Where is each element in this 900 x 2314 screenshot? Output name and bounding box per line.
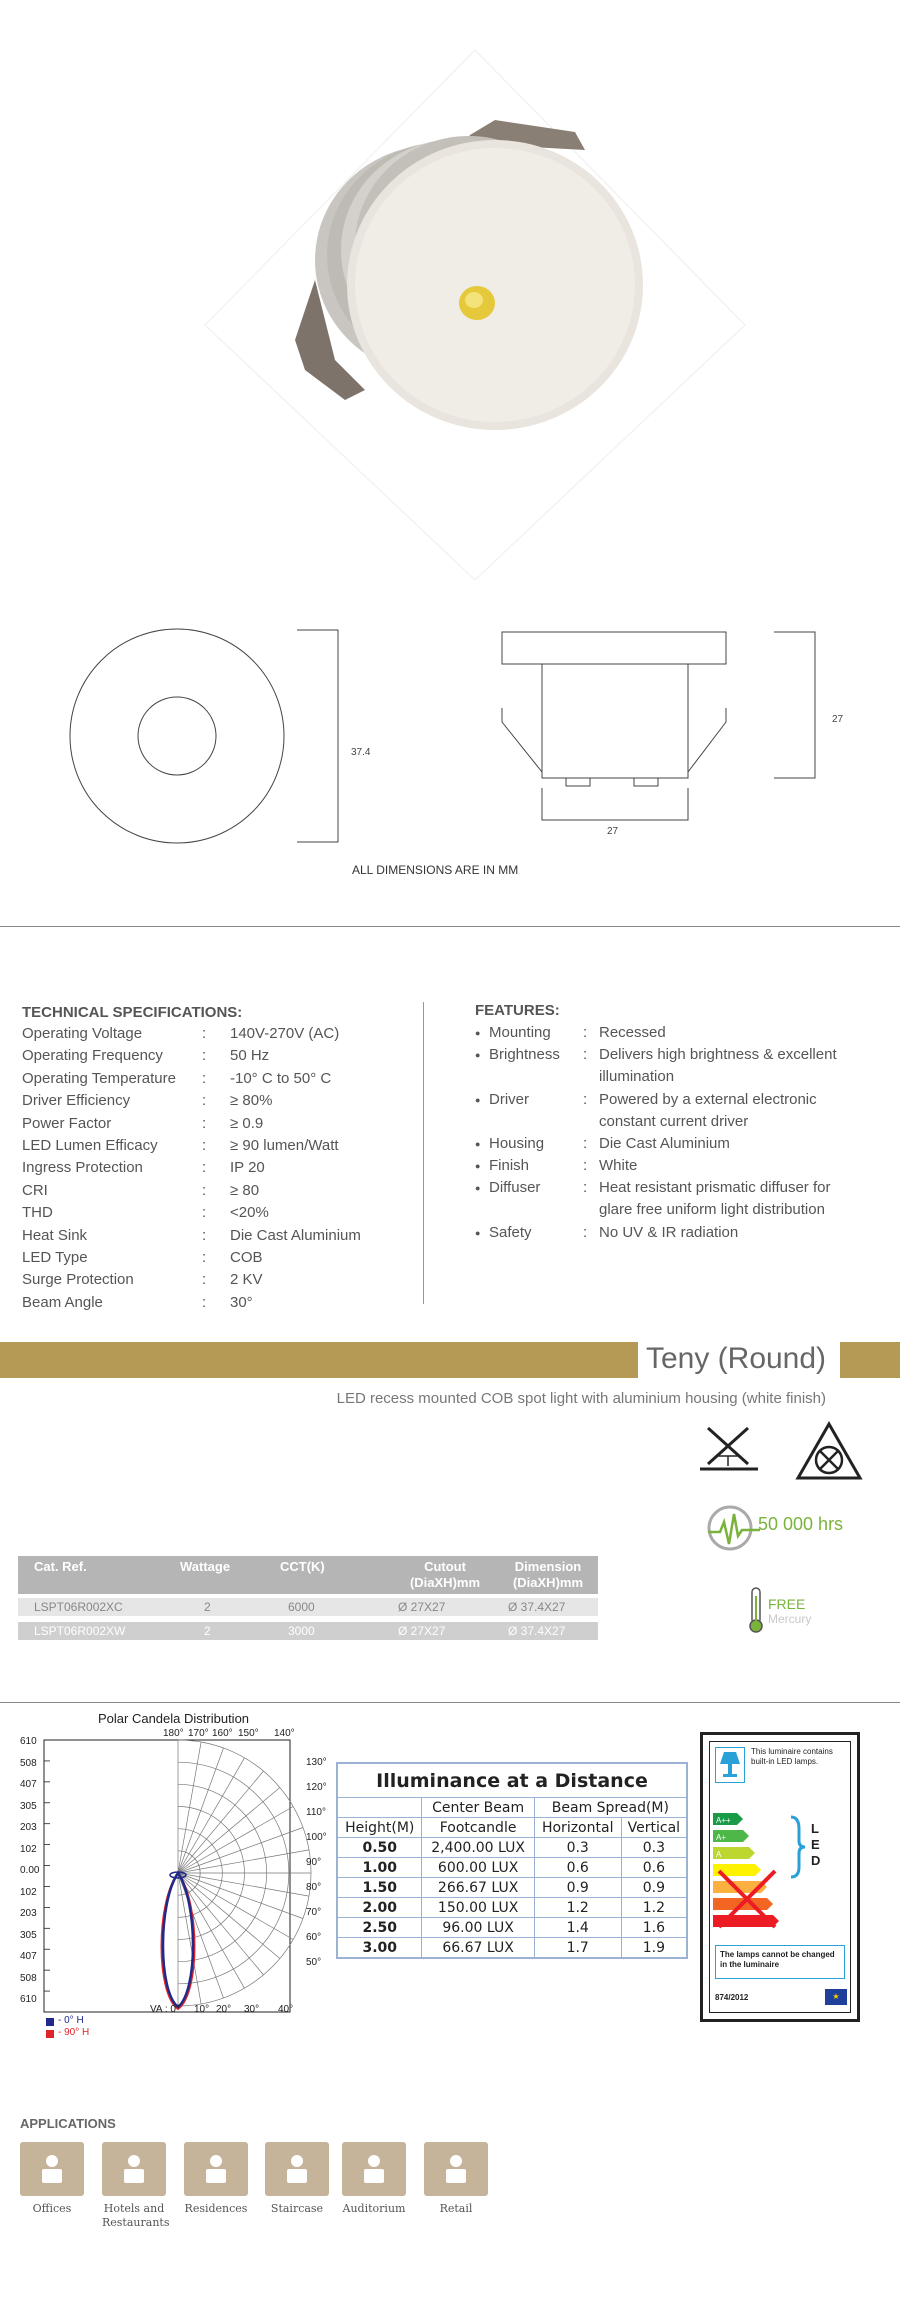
svg-text:A: A: [716, 1850, 722, 1859]
spec-label: Heat Sink: [22, 1226, 88, 1244]
cell: 1.9: [621, 1938, 686, 1958]
table-row: [18, 1622, 598, 1640]
spec-colon: :: [202, 1025, 207, 1042]
desk-person-icon: [20, 2142, 84, 2196]
spec-label: THD: [22, 1204, 53, 1222]
beam-spread-header: Beam Spread(M): [534, 1798, 686, 1818]
center-beam-header: Center Beam: [422, 1798, 534, 1818]
polar-left-tick: 610: [20, 1994, 37, 2005]
spec-value: IP 20: [230, 1159, 265, 1177]
spec-label: LED Lumen Efficacy: [22, 1137, 158, 1154]
polar-left-tick: 508: [20, 1972, 37, 1984]
legend-label: - 0° H: [58, 2015, 84, 2026]
svg-text:A+: A+: [716, 1833, 727, 1842]
feature-value: Recessed: [599, 1024, 666, 1041]
legend-swatch: [46, 2030, 54, 2038]
spec-colon: :: [202, 1204, 207, 1222]
legend-swatch: [46, 2018, 54, 2026]
polar-frame: [44, 1740, 290, 2012]
front-dimension-label: 37.4: [351, 747, 371, 758]
eu-flag-icon: ★: [825, 1989, 847, 2005]
spec-value: 50 Hz: [230, 1047, 270, 1065]
led-letter-d: D: [811, 1853, 821, 1868]
cell: 1.7: [534, 1938, 621, 1958]
cell: 0.3: [621, 1838, 686, 1858]
polar-left-tick: 610: [20, 1736, 37, 1747]
svg-text:A++: A++: [716, 1816, 731, 1825]
feature-colon: :: [583, 1157, 588, 1175]
stairs-person-icon: [265, 2142, 329, 2196]
spec-colon: :: [202, 1271, 207, 1289]
cell: 3000: [288, 1624, 315, 1638]
cell: 2,400.00 LUX: [422, 1838, 534, 1858]
no-insulation-cover-icon: [696, 1422, 766, 1487]
col-wattage: Wattage: [180, 1559, 231, 1574]
spec-value: ≥ 90 lumen/Watt: [230, 1137, 339, 1154]
spec-colon: :: [202, 1137, 207, 1154]
spec-colon: :: [202, 1181, 207, 1199]
feature-label: Brightness: [489, 1046, 560, 1064]
polar-left-tick: 102: [20, 1843, 37, 1855]
polar-left-tick: 407: [20, 1951, 37, 1962]
polar-right-angle: 130°: [306, 1757, 327, 1768]
dimension-note: ALL DIMENSIONS ARE IN MM: [352, 863, 519, 877]
cell: 2.50: [338, 1918, 422, 1938]
buildings-icon: [424, 2142, 488, 2196]
application-item: [102, 2142, 170, 2230]
spec-colon: :: [202, 1249, 207, 1266]
table-row: [338, 1898, 687, 1918]
feature-label: Diffuser: [489, 1179, 541, 1197]
spec-colon: :: [202, 1069, 207, 1087]
application-label: Hotels and Restaurants: [102, 2202, 170, 2229]
spec-colon: :: [202, 1293, 207, 1311]
polar-right-angle: 70°: [306, 1907, 322, 1918]
spec-value: COB: [230, 1249, 263, 1266]
mercury-free-label: FREE: [768, 1596, 806, 1612]
feature-label: Safety: [489, 1223, 532, 1241]
spec-value: ≥ 80: [230, 1181, 260, 1199]
cell: Ø 37.4X27: [508, 1600, 566, 1614]
feature-value: Delivers high brightness & excellent illumination: [599, 1046, 837, 1086]
feature-label: Driver: [489, 1090, 529, 1108]
feature-label: Finish: [489, 1157, 530, 1175]
product-image: [195, 40, 755, 580]
polar-top-angle: 150°: [238, 1728, 259, 1739]
energy-label: [700, 1732, 860, 2022]
spec-label: Driver Efficiency: [22, 1092, 131, 1110]
cell: 2: [204, 1624, 211, 1638]
feature-colon: :: [583, 1135, 588, 1152]
polar-bottom-angle: 10°: [194, 2004, 210, 2015]
cell: 150.00 LUX: [422, 1898, 534, 1918]
cell: Ø 27X27: [398, 1624, 446, 1638]
spec-colon: :: [202, 1047, 207, 1065]
table-row: [338, 1838, 687, 1858]
cell: 600.00 LUX: [422, 1858, 534, 1878]
side-view-drawing: [490, 620, 820, 830]
col-dimension-line2: (DiaXH)mm: [512, 1575, 584, 1590]
cell: Ø 27X27: [398, 1600, 446, 1614]
spec-value: Die Cast Aluminium: [230, 1226, 361, 1244]
application-item: [20, 2142, 84, 2216]
polar-left-tick: 203: [20, 1822, 37, 1833]
feature-label: Mounting: [489, 1024, 551, 1041]
cell: Ø 37.4X27: [508, 1624, 566, 1638]
spec-value: 2 KV: [230, 1271, 263, 1289]
polar-right-angle: 60°: [306, 1932, 322, 1943]
feature-value: No UV & IR radiation: [599, 1223, 739, 1241]
energy-label-text: This luminaire contains built-in LED lamps.: [751, 1747, 833, 1766]
title-band-right: [840, 1342, 900, 1378]
table-row: [338, 1858, 687, 1878]
polar-bottom-angle: VA : 0°: [150, 2004, 180, 2015]
col-cct: CCT(K): [280, 1559, 325, 1574]
bullet-icon: ●: [475, 1050, 481, 1061]
table-row: [338, 1878, 687, 1898]
features-title: FEATURES:: [475, 1002, 560, 1019]
spec-label: Surge Protection: [22, 1271, 134, 1289]
lifetime-label: 50 000 hrs: [758, 1514, 844, 1534]
polar-left-tick: 508: [20, 1757, 37, 1769]
bullet-icon: ●: [475, 1183, 481, 1194]
polar-right-angle: 50°: [306, 1957, 322, 1968]
spec-label: Ingress Protection: [22, 1159, 143, 1177]
no-cover-warning-icon: [792, 1418, 866, 1489]
spec-label: CRI: [22, 1181, 48, 1199]
col-cat-ref: Cat. Ref.: [34, 1559, 87, 1574]
polar-left-tick: 305: [20, 1929, 37, 1941]
polar-left-tick: 0.00: [20, 1865, 40, 1876]
vertical-header: Vertical: [621, 1818, 686, 1838]
led-letter-l: L: [811, 1821, 819, 1836]
polar-right-angle: 80°: [306, 1882, 322, 1893]
cell: 1.6: [621, 1918, 686, 1938]
divider: [0, 926, 900, 927]
polar-chart: [0, 1720, 330, 2050]
illuminance-table: [336, 1762, 688, 1959]
applications-title: APPLICATIONS: [20, 2116, 116, 2131]
bullet-icon: ●: [475, 1139, 481, 1149]
side-height-label: 27: [832, 714, 844, 725]
horizontal-header: Horizontal: [534, 1818, 621, 1838]
feature-value: Die Cast Aluminium: [599, 1135, 730, 1152]
cell: 0.9: [621, 1878, 686, 1898]
application-label: Retail: [439, 2202, 473, 2215]
legend-label: - 90° H: [58, 2027, 90, 2038]
mercury-free-icon: [748, 1586, 764, 1639]
feature-value: Heat resistant prismatic diffuser for glare free uniform light distribution: [599, 1179, 831, 1219]
feature-value: Powered by a external electronic constant current driver: [599, 1090, 817, 1130]
height-header: Height(M): [338, 1818, 422, 1838]
footcandle-header: Footcandle: [422, 1818, 534, 1838]
feature-value: White: [599, 1157, 638, 1175]
spec-value: <20%: [230, 1204, 269, 1222]
spec-value: 30°: [230, 1293, 253, 1311]
cell: 0.9: [534, 1878, 621, 1898]
polar-top-angle: 170°: [188, 1728, 209, 1739]
application-item: [342, 2142, 406, 2216]
specs-divider: [423, 1002, 424, 1304]
cell: 0.3: [534, 1838, 621, 1858]
title-band-left: [0, 1342, 638, 1378]
spec-value: ≥ 0.9: [230, 1114, 264, 1132]
polar-top-angle: 180°: [163, 1728, 184, 1739]
polar-title: Polar Candela Distribution: [98, 1711, 250, 1726]
spec-label: Operating Frequency: [22, 1047, 163, 1065]
bullet-icon: ●: [475, 1094, 481, 1105]
led-letter-e: E: [811, 1837, 820, 1852]
mercury-free-label-2: Mercury: [768, 1612, 812, 1626]
polar-left-tick: 203: [20, 1908, 37, 1919]
feature-colon: :: [583, 1179, 588, 1197]
cell: 1.00: [338, 1858, 422, 1878]
spec-label: Beam Angle: [22, 1293, 103, 1311]
house-icon: [184, 2142, 248, 2196]
application-item: [424, 2142, 488, 2216]
polar-right-angle: 120°: [306, 1782, 327, 1793]
product-name: Teny (Round): [638, 1336, 834, 1382]
cell: 266.67 LUX: [422, 1878, 534, 1898]
col-dimension: [496, 1559, 600, 1591]
cell: 1.50: [338, 1878, 422, 1898]
cell: 1.4: [534, 1918, 621, 1938]
polar-bottom-angle: 20°: [216, 2004, 232, 2015]
polar-bottom-angle: 30°: [244, 2004, 260, 2015]
polar-left-tick: 407: [20, 1779, 37, 1790]
bullet-icon: ●: [475, 1028, 481, 1038]
polar-right-angle: 110°: [306, 1807, 326, 1818]
energy-notice: The lamps cannot be changed in the luminaire: [715, 1945, 845, 1979]
seats-icon: [342, 2142, 406, 2196]
illuminance-title: Illuminance at a Distance: [338, 1764, 687, 1798]
spec-label: LED Type: [22, 1249, 88, 1266]
polar-top-angle: 140°: [274, 1728, 295, 1739]
polar-left-tick: 305: [20, 1800, 37, 1812]
lifetime-icon: [706, 1502, 762, 1563]
cell: LSPT06R002XC: [34, 1600, 123, 1614]
feature-colon: :: [583, 1024, 588, 1041]
lamp-icon-box: [715, 1747, 745, 1783]
spec-colon: :: [202, 1159, 207, 1177]
polar-left-tick: 102: [20, 1886, 37, 1898]
regulation-number: 874/2012: [715, 1993, 749, 2002]
cell: LSPT06R002XW: [34, 1624, 126, 1638]
tech-specs-title: TECHNICAL SPECIFICATIONS:: [22, 1004, 243, 1021]
polar-bottom-angle: 40°: [278, 2004, 294, 2015]
cell: 96.00 LUX: [422, 1918, 534, 1938]
spec-label: Operating Temperature: [22, 1069, 176, 1087]
spec-label: Operating Voltage: [22, 1025, 143, 1042]
col-cutout-line1: Cutout: [424, 1559, 466, 1574]
spec-colon: :: [202, 1114, 207, 1132]
polar-right-angle: 90°: [306, 1857, 322, 1868]
catalog-table-header: [18, 1556, 598, 1594]
cell: 0.6: [621, 1858, 686, 1878]
polar-right-angle: 100°: [306, 1832, 327, 1843]
spec-colon: :: [202, 1092, 207, 1110]
plate-cutlery-icon: [102, 2142, 166, 2196]
cell: 1.2: [534, 1898, 621, 1918]
cell: 0.6: [534, 1858, 621, 1878]
bullet-icon: ●: [475, 1227, 481, 1238]
table-row: [338, 1918, 687, 1938]
feature-colon: :: [583, 1046, 588, 1064]
spec-colon: :: [202, 1226, 207, 1244]
cell: 2: [204, 1600, 211, 1614]
col-cutout-line2: (DiaXH)mm: [409, 1575, 481, 1590]
feature-colon: :: [583, 1223, 588, 1241]
cell: 66.67 LUX: [422, 1938, 534, 1958]
application-item: [265, 2142, 329, 2216]
feature-label: Housing: [489, 1135, 545, 1152]
application-label: Offices: [32, 2202, 72, 2215]
product-description: LED recess mounted COB spot light with aluminium housing (white finish): [336, 1390, 826, 1407]
side-width-label: 27: [607, 826, 619, 837]
spec-value: 140V-270V (AC): [230, 1025, 340, 1042]
table-row: [18, 1598, 598, 1616]
application-label: Residences: [184, 2202, 248, 2215]
table-row: [338, 1938, 687, 1958]
application-label: Staircase: [270, 2202, 324, 2215]
polar-top-angle: 160°: [212, 1728, 233, 1739]
cell: 0.50: [338, 1838, 422, 1858]
blank-cell: [338, 1798, 422, 1818]
application-label: Auditorium: [342, 2202, 406, 2215]
feature-colon: :: [583, 1090, 588, 1108]
front-view-drawing: [60, 620, 360, 860]
cell: 6000: [288, 1600, 315, 1614]
application-item: [184, 2142, 248, 2216]
col-cutout: [390, 1559, 500, 1591]
spec-label: Power Factor: [22, 1114, 112, 1132]
cell: 2.00: [338, 1898, 422, 1918]
col-dimension-line1: Dimension: [514, 1559, 582, 1574]
spec-value: -10° C to 50° C: [230, 1069, 332, 1087]
energy-grades: [713, 1811, 853, 1931]
bullet-icon: ●: [475, 1161, 481, 1172]
cell: 3.00: [338, 1938, 422, 1958]
spec-value: ≥ 80%: [230, 1092, 273, 1110]
cell: 1.2: [621, 1898, 686, 1918]
divider: [0, 1702, 900, 1703]
